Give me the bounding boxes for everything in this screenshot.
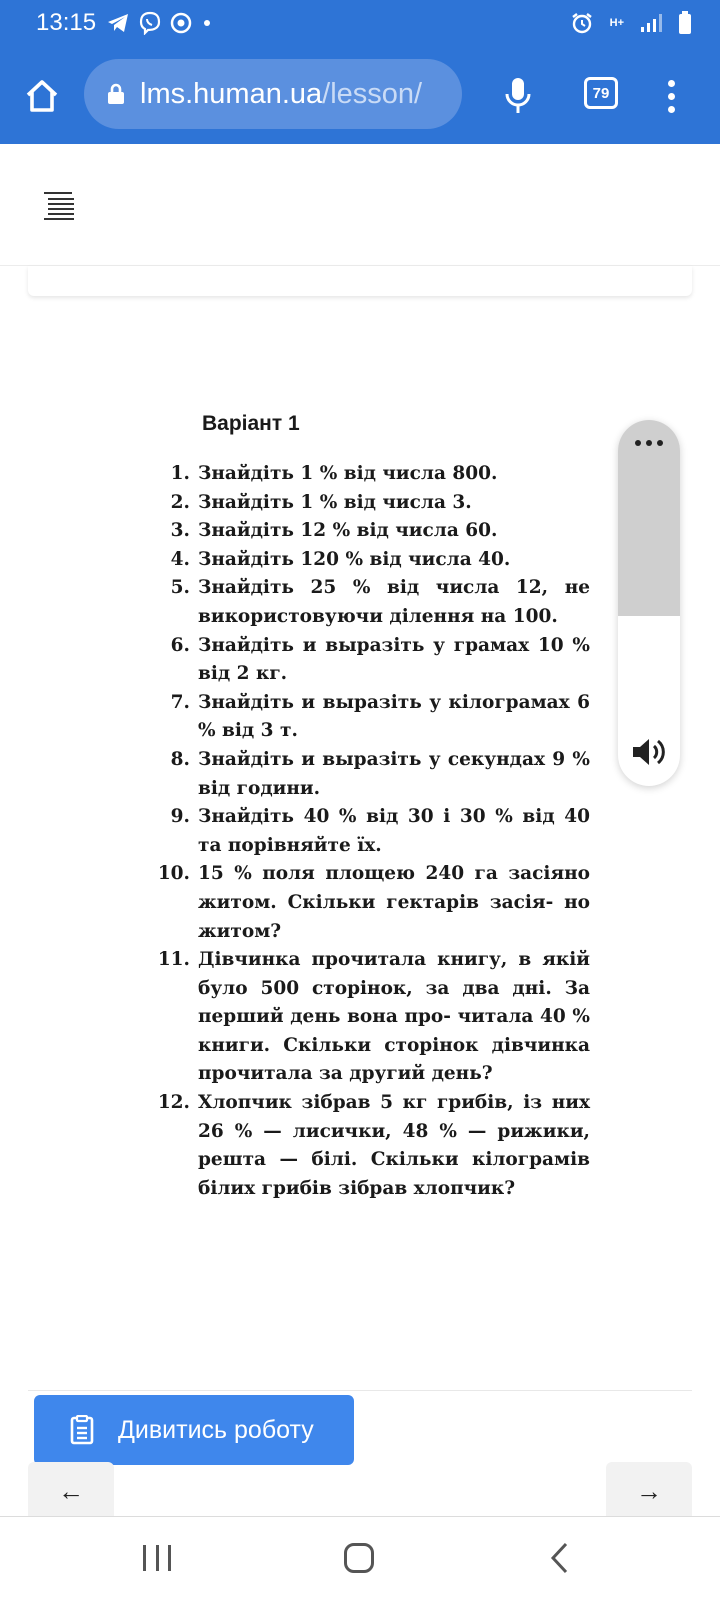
task-text: Знайдіть 12 % від числа 60. bbox=[198, 520, 498, 542]
task-text: Хлопчик зібрав 5 кг грибів, із них 26 % — лисички, 48 % — рижики, решта — білі. Скільки кілограмів білих грибів зібрав хлопчик? bbox=[198, 1092, 590, 1199]
view-work-label: Дивитись роботу bbox=[118, 1415, 314, 1444]
task-text: Знайдіть и выразіть у секундах 9 % від години. bbox=[198, 748, 590, 799]
microphone-icon bbox=[504, 77, 532, 115]
card-bottom-edge bbox=[28, 266, 692, 296]
task-number: 12. bbox=[157, 1092, 190, 1114]
status-right-icons bbox=[570, 11, 700, 35]
task-item bbox=[150, 546, 590, 575]
task-item bbox=[150, 860, 590, 946]
viber-icon bbox=[138, 11, 162, 35]
previous-button[interactable] bbox=[28, 1462, 114, 1520]
task-item bbox=[150, 574, 590, 631]
divider bbox=[28, 1390, 692, 1391]
page-header bbox=[0, 144, 720, 266]
volume-panel[interactable] bbox=[618, 420, 680, 786]
task-item bbox=[150, 632, 590, 689]
document-icon bbox=[70, 1415, 94, 1445]
task-item bbox=[150, 1089, 590, 1203]
signal-icon bbox=[640, 13, 662, 33]
worksheet-title: Варіант 1 bbox=[202, 412, 300, 435]
task-text: Знайдіть 1 % від числа 3. bbox=[198, 491, 472, 513]
task-text: Знайдіть 40 % від 30 і 30 % від 40 та порівняйте їх. bbox=[198, 806, 590, 856]
arrow-right-icon: → bbox=[636, 1475, 662, 1506]
url-path: /lesson/ bbox=[322, 77, 423, 110]
alarm-icon bbox=[570, 11, 594, 35]
task-number: 11. bbox=[157, 949, 190, 971]
hplus-data-icon bbox=[610, 18, 624, 28]
menu-toggle-icon[interactable] bbox=[44, 192, 78, 220]
status-bar bbox=[0, 0, 720, 46]
task-text: Знайдіть 1 % від числа 800. bbox=[198, 463, 498, 484]
menu-dot bbox=[668, 106, 675, 113]
arrow-left-icon: ← bbox=[58, 1475, 84, 1506]
task-text: Знайдіть 25 % від числа 12, не використовуючи ділення на 100. bbox=[198, 577, 590, 627]
browser-menu-button[interactable] bbox=[656, 74, 686, 118]
menu-dot bbox=[668, 80, 675, 87]
task-item bbox=[150, 746, 590, 803]
tab-count: 79 bbox=[592, 84, 610, 102]
task-number: 6. bbox=[170, 634, 190, 656]
task-number: 10. bbox=[157, 863, 190, 885]
back-icon[interactable] bbox=[548, 1541, 572, 1575]
lock-icon bbox=[104, 82, 128, 106]
task-item bbox=[150, 946, 590, 1089]
telegram-icon bbox=[106, 12, 130, 34]
url-bar[interactable] bbox=[84, 59, 462, 129]
task-item bbox=[150, 803, 590, 860]
task-number: 9. bbox=[170, 806, 190, 828]
next-button[interactable] bbox=[606, 1462, 692, 1520]
notification-dot-icon bbox=[204, 20, 210, 26]
task-list bbox=[150, 460, 590, 1203]
task-number: 7. bbox=[170, 691, 190, 713]
task-number: 4. bbox=[170, 548, 190, 570]
view-work-button[interactable] bbox=[34, 1395, 354, 1465]
url-host: lms.human.ua bbox=[140, 77, 323, 110]
voice-search-button[interactable] bbox=[498, 74, 538, 118]
network-type-label: H+ bbox=[609, 17, 624, 29]
task-number: 3. bbox=[170, 520, 190, 542]
task-item bbox=[150, 689, 590, 746]
task-item bbox=[150, 517, 590, 546]
task-item bbox=[150, 489, 590, 518]
menu-dot bbox=[668, 93, 675, 100]
task-text: Дівчинка прочитала книгу, в якій було 500 сторінок, за два дні. За перший день вона про- читала 40 % книги. Скільки сторінок дівчинка прочитала за другий день? bbox=[198, 949, 590, 1085]
task-text: Знайдіть 120 % від числа 40. bbox=[198, 548, 511, 570]
recent-apps-icon[interactable] bbox=[143, 1545, 171, 1573]
task-item bbox=[150, 460, 590, 489]
task-number: 8. bbox=[170, 748, 190, 770]
volume-icon[interactable] bbox=[631, 736, 667, 768]
home-nav-icon[interactable] bbox=[344, 1543, 374, 1573]
more-options-icon[interactable] bbox=[618, 440, 680, 456]
home-button[interactable] bbox=[20, 74, 64, 118]
task-text: Знайдіть и выразіть у кілограмах 6 % від 3 т. bbox=[198, 691, 590, 742]
task-number: 2. bbox=[170, 491, 190, 513]
task-text: Знайдіть и выразіть у грамах 10 % від 2 кг. bbox=[198, 634, 590, 685]
task-text: 15 % поля площею 240 га засіяно житом. Скільки гектарів засія- но житом? bbox=[198, 863, 590, 942]
home-icon bbox=[24, 79, 60, 113]
task-number: 1. bbox=[170, 463, 190, 484]
battery-icon bbox=[678, 11, 692, 35]
chrome-icon bbox=[170, 12, 192, 34]
url-text bbox=[140, 78, 422, 111]
task-number: 5. bbox=[170, 577, 190, 599]
status-time: 13:15 bbox=[36, 9, 97, 36]
tab-switcher-button[interactable] bbox=[584, 77, 618, 109]
browser-toolbar bbox=[0, 46, 720, 144]
system-nav-bar bbox=[0, 1516, 720, 1600]
